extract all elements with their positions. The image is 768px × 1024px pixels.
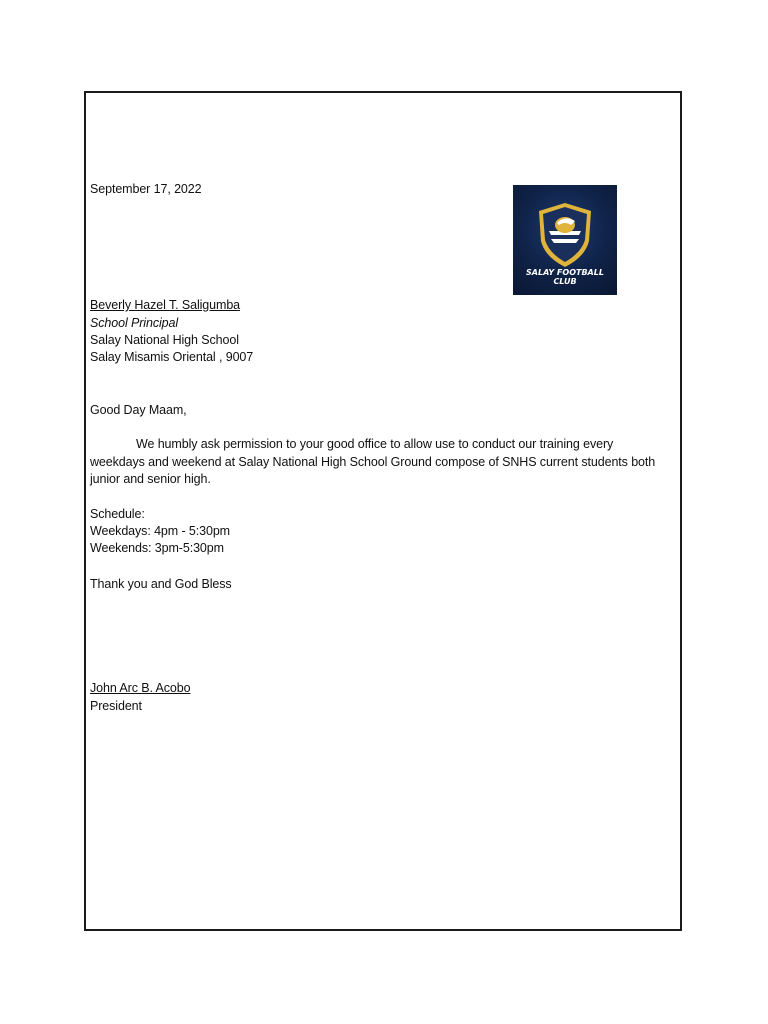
schedule-weekdays: Weekdays: 4pm - 5:30pm bbox=[90, 524, 230, 538]
schedule-heading: Schedule: bbox=[90, 507, 145, 521]
football-club-crest-icon bbox=[513, 185, 617, 295]
logo-text: SALAY FOOTBALL bbox=[526, 268, 604, 277]
svg-text:CLUB: CLUB bbox=[553, 277, 577, 286]
signatory-position: President bbox=[90, 699, 142, 713]
signatory-name: John Arc B. Acobo bbox=[90, 681, 191, 695]
letter-body bbox=[90, 436, 670, 489]
closing: Thank you and God Bless bbox=[90, 577, 232, 591]
schedule-weekends: Weekends: 3pm-5:30pm bbox=[90, 541, 224, 555]
recipient-title: School Principal bbox=[90, 316, 179, 330]
letter-body-text: We humbly ask permission to your good office to allow use to conduct our training every weekdays and weekend at Salay National High School Ground compose of SNHS current students both junior and senior high. bbox=[90, 437, 656, 486]
letter-date: September 17, 2022 bbox=[90, 182, 202, 196]
salutation: Good Day Maam, bbox=[90, 403, 187, 417]
recipient-name: Beverly Hazel T. Saligumba bbox=[90, 298, 241, 312]
recipient-school: Salay National High School bbox=[90, 333, 239, 347]
recipient-address: Salay Misamis Oriental , 9007 bbox=[90, 350, 254, 364]
